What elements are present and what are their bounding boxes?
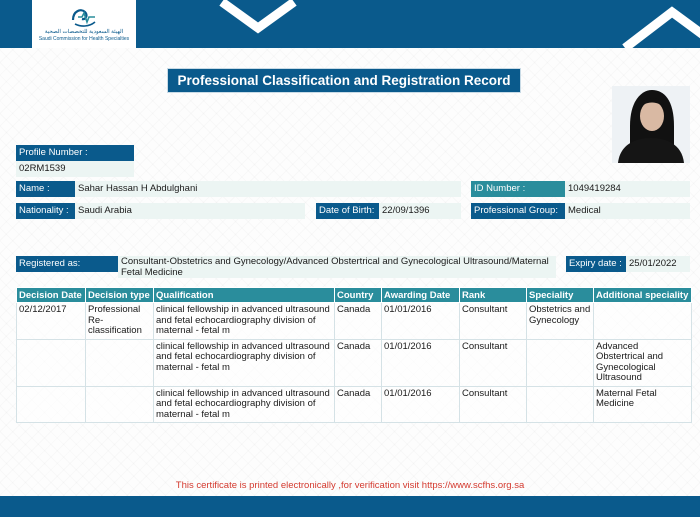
- professional-group-label: Professional Group:: [471, 203, 565, 219]
- date-of-birth-value: 22/09/1396: [379, 203, 461, 219]
- header-additional-speciality: Additional speciality: [594, 288, 692, 303]
- expiry-date-label: Expiry date :: [566, 256, 626, 272]
- professional-group-value: Medical: [565, 203, 690, 219]
- profile-photo-portrait: [612, 86, 690, 163]
- table-row: [17, 303, 692, 340]
- id-number-value: 1049419284: [565, 181, 690, 197]
- logo-arabic-text: الهيئة السعودية للتخصصات الصحية: [44, 29, 124, 35]
- cell-country: Canada: [335, 339, 382, 386]
- header-decision-type: Decision type: [86, 288, 154, 303]
- nationality-value: Saudi Arabia: [75, 203, 305, 219]
- cell-rank: Consultant: [460, 386, 527, 423]
- header-awarding-date: Awarding Date: [382, 288, 460, 303]
- cell-decision-type: [86, 339, 154, 386]
- logo-english-text: Saudi Commission for Health Specialties: [38, 36, 130, 42]
- header-country: Country: [335, 288, 382, 303]
- cell-awarding-date: 01/01/2016: [382, 303, 460, 340]
- name-value: Sahar Hassan H Abdulghani: [75, 181, 461, 197]
- profile-photo: [612, 86, 690, 163]
- cell-speciality: [527, 386, 594, 423]
- cell-awarding-date: 01/01/2016: [382, 386, 460, 423]
- cell-qualification: clinical fellowship in advanced ultrasound and fetal echocardiography division of maternal - fetal m: [154, 303, 335, 340]
- table-header-row: [17, 288, 692, 303]
- cell-country: Canada: [335, 303, 382, 340]
- scfhs-logo: [32, 0, 136, 48]
- header-decision-date: Decision Date: [17, 288, 86, 303]
- name-label: Name :: [16, 181, 75, 197]
- cell-rank: Consultant: [460, 339, 527, 386]
- cell-country: Canada: [335, 386, 382, 423]
- cell-additional-speciality: [594, 303, 692, 340]
- cell-speciality: [527, 339, 594, 386]
- profile-number-value: 02RM1539: [16, 161, 134, 177]
- header-rank: Rank: [460, 288, 527, 303]
- nationality-label: Nationality :: [16, 203, 75, 219]
- cell-decision-type: [86, 386, 154, 423]
- registered-as-label: Registered as:: [16, 256, 118, 272]
- cell-decision-date: 02/12/2017: [17, 303, 86, 340]
- verification-note: This certificate is printed electronically ,for verification visit https://www.scfhs.org.sa: [175, 480, 525, 491]
- profile-number-label: Profile Number :: [16, 145, 134, 161]
- header-speciality: Speciality: [527, 288, 594, 303]
- cell-decision-date: [17, 386, 86, 423]
- table-row: [17, 339, 692, 386]
- header-qualification: Qualification: [154, 288, 335, 303]
- cell-additional-speciality: Advanced Obstertrical and Gynecological Ultrasound: [594, 339, 692, 386]
- cell-speciality: Obstetrics and Gynecology: [527, 303, 594, 340]
- scfhs-logo-mark-icon: [69, 6, 99, 28]
- cell-decision-date: [17, 339, 86, 386]
- classification-table: [16, 287, 692, 423]
- page-title: Professional Classification and Registration Record: [167, 68, 521, 93]
- cell-additional-speciality: Maternal Fetal Medicine: [594, 386, 692, 423]
- table-row: [17, 386, 692, 423]
- cell-rank: Consultant: [460, 303, 527, 340]
- cell-decision-type: Professional Re-classification: [86, 303, 154, 340]
- cell-qualification: clinical fellowship in advanced ultrasound and fetal echocardiography division of maternal - fetal m: [154, 386, 335, 423]
- cell-qualification: clinical fellowship in advanced ultrasound and fetal echocardiography division of maternal - fetal m: [154, 339, 335, 386]
- id-number-label: ID Number :: [471, 181, 565, 197]
- cell-awarding-date: 01/01/2016: [382, 339, 460, 386]
- expiry-date-value: 25/01/2022: [626, 256, 690, 272]
- date-of-birth-label: Date of Birth:: [316, 203, 379, 219]
- footer-band: [0, 496, 700, 517]
- registered-as-value: Consultant-Obstetrics and Gynecology/Advanced Obstertrical and Gynecological Ultrasound/Maternal Fetal Medicine: [118, 256, 556, 278]
